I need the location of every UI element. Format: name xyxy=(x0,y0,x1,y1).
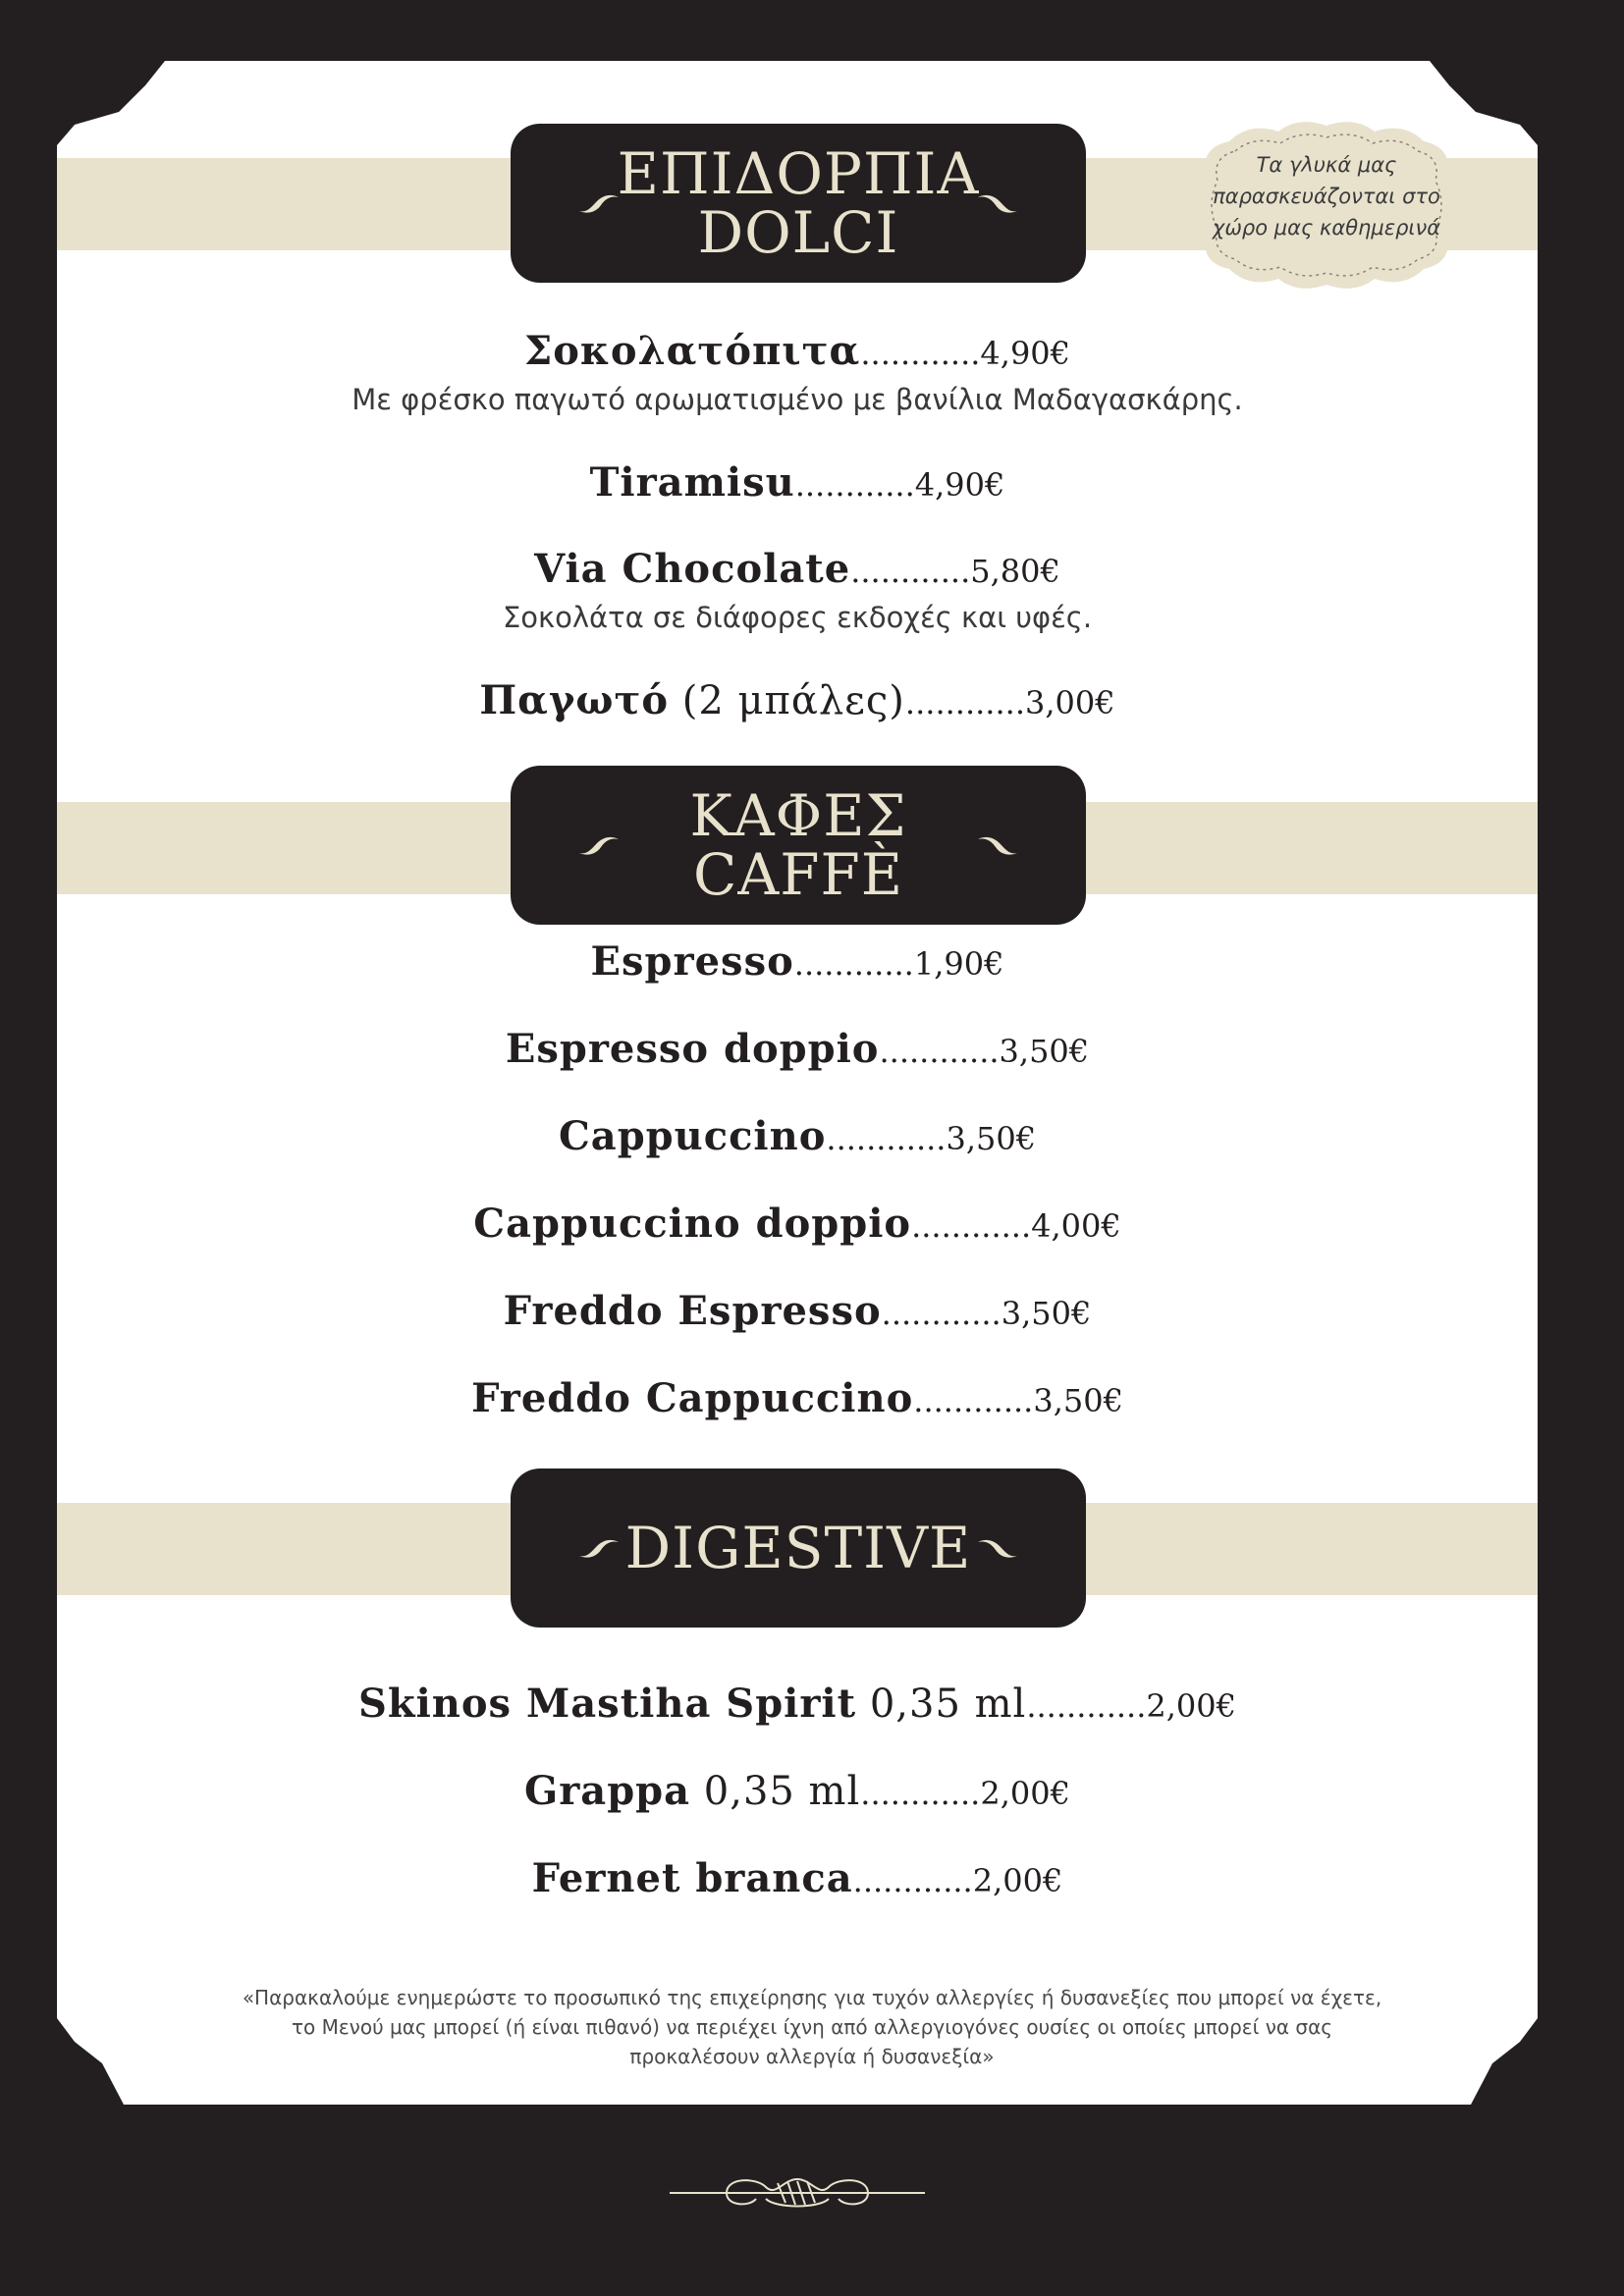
flourish-left-icon xyxy=(577,1536,621,1560)
allergy-note xyxy=(196,1983,1428,2071)
section-title-line: CAFFÈ xyxy=(692,841,904,908)
item-dots: ............ xyxy=(904,684,1025,721)
item-name: Fernet branca xyxy=(531,1855,853,1901)
menu-item xyxy=(57,1026,1538,1072)
item-description: Σοκολάτα σε διάφορες εκδοχές και υφές. xyxy=(502,601,1093,634)
item-price: 1,90€ xyxy=(913,945,1004,983)
item-price: 4,90€ xyxy=(980,335,1071,372)
item-name: Cappuccino doppio xyxy=(473,1201,912,1247)
ornament-divider-icon xyxy=(668,2169,927,2216)
item-name: Espresso xyxy=(590,938,794,985)
flourish-left-icon xyxy=(577,833,621,857)
section-title-line: ΕΠΙΔΟΡΠΙΑ xyxy=(617,140,980,207)
menu-item xyxy=(57,1375,1538,1421)
allergy-note-line: προκαλέσουν αλλεργία ή δυσανεξία» xyxy=(629,2045,995,2068)
item-name: Cappuccino xyxy=(558,1113,827,1159)
item-dots: ............ xyxy=(911,1207,1032,1245)
badge-line: χώρο μας καθημερινά xyxy=(1212,216,1441,240)
homemade-badge xyxy=(1190,114,1463,296)
item-price: 3,50€ xyxy=(946,1120,1037,1157)
menu-item xyxy=(57,1113,1538,1159)
item-name: Skinos Mastiha Spirit xyxy=(357,1681,857,1727)
menu-item xyxy=(57,1768,1538,1814)
menu-item xyxy=(57,677,1538,723)
section-title-caffe xyxy=(511,766,1086,925)
item-dots: ............ xyxy=(1026,1687,1147,1725)
item-dots: ............ xyxy=(879,1033,1000,1070)
flourish-right-icon xyxy=(976,1536,1019,1560)
flourish-right-icon xyxy=(976,191,1019,215)
item-extra: (2 μπάλες) xyxy=(669,678,905,723)
section-title-line: DIGESTIVE xyxy=(624,1515,972,1581)
item-name: Freddo Espresso xyxy=(503,1288,882,1334)
menu-item xyxy=(57,1201,1538,1247)
item-dots: ............ xyxy=(793,945,914,983)
item-price: 4,00€ xyxy=(1031,1207,1121,1245)
item-dots: ............ xyxy=(881,1295,1001,1332)
item-dots: ............ xyxy=(913,1382,1034,1419)
item-name: Tiramisu xyxy=(589,459,795,506)
item-dots: ............ xyxy=(860,335,981,372)
section-title-line: DOLCI xyxy=(697,199,899,266)
section-title-dolci xyxy=(511,124,1086,283)
item-price: 4,90€ xyxy=(914,466,1005,504)
item-name: Σοκολατόπιτα xyxy=(523,328,861,374)
item-name: Grappa xyxy=(524,1768,691,1814)
menu-item xyxy=(57,328,1538,374)
item-price: 3,00€ xyxy=(1024,684,1115,721)
menu-item xyxy=(57,546,1538,592)
badge-line: παρασκευάζονται στο xyxy=(1213,185,1440,208)
item-price: 2,00€ xyxy=(972,1862,1063,1899)
flourish-right-icon xyxy=(976,833,1019,857)
item-price: 2,00€ xyxy=(980,1775,1070,1812)
item-dots: ............ xyxy=(794,466,915,504)
menu-item xyxy=(57,459,1538,506)
item-price: 5,80€ xyxy=(970,553,1060,590)
item-dots: ............ xyxy=(860,1775,981,1812)
item-name: Freddo Cappuccino xyxy=(471,1375,914,1421)
item-dots: ............ xyxy=(850,553,971,590)
menu-item xyxy=(57,1681,1538,1727)
item-name: Via Chocolate xyxy=(534,546,851,592)
item-name: Espresso doppio xyxy=(505,1026,880,1072)
item-price: 3,50€ xyxy=(999,1033,1090,1070)
menu-item xyxy=(57,1288,1538,1334)
allergy-note-line: «Παρακαλούμε ενημερώστε το προσωπικό της επιχείρησης για τυχόν αλλεργίες ή δυσανεξίες που μπορεί να έχετε, xyxy=(242,1986,1382,2009)
menu-item xyxy=(57,1855,1538,1901)
section-title-line: ΚΑΦΕΣ xyxy=(689,782,907,849)
item-extra: 0,35 ml xyxy=(690,1769,861,1814)
allergy-note-line: το Μενού μας μπορεί (ή είναι πιθανό) να περιέχει ίχνη από αλλεργιογόνες ουσίες οι οποίες μπορεί να σας xyxy=(291,2015,1333,2039)
item-price: 2,00€ xyxy=(1146,1687,1236,1725)
badge-line: Τα γλυκά μας xyxy=(1256,153,1397,177)
section-title-digestive xyxy=(511,1468,1086,1628)
item-extra: 0,35 ml xyxy=(856,1682,1027,1727)
item-dots: ............ xyxy=(826,1120,947,1157)
menu-item xyxy=(57,938,1538,985)
item-price: 3,50€ xyxy=(1001,1295,1092,1332)
item-price: 3,50€ xyxy=(1033,1382,1123,1419)
flourish-left-icon xyxy=(577,191,621,215)
item-name: Παγωτό xyxy=(479,677,670,723)
item-dots: ............ xyxy=(852,1862,973,1899)
item-description: Με φρέσκο παγωτό αρωματισμένο με βανίλια Μαδαγασκάρης. xyxy=(352,383,1243,416)
